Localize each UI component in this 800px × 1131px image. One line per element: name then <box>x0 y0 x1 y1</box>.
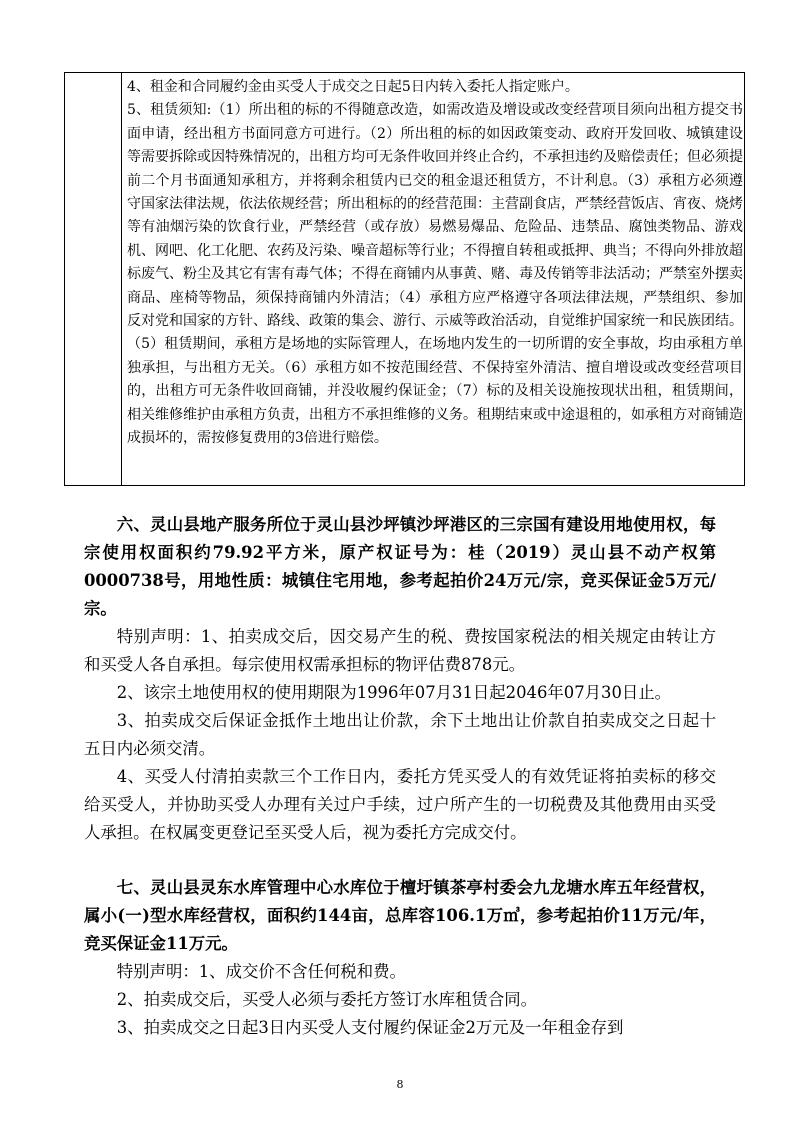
table-row-payment: 4、租金和合同履约金由买受人于成交之日起5日内转入委托人指定账户。 <box>127 79 579 95</box>
section-seven-heading: 七、灵山县灵东水库管理中心水库位于檀圩镇茶亭村委会九龙塘水库五年经营权，属小(一)型水库经营权，面积约144亩，总库容106.1万㎥，参考起拍价11万元/年，竞买保证金11万元。 <box>84 878 716 953</box>
table-row-lease-notice: 5、租赁须知:（1）所出租的标的不得随意改造，如需改造及增设或改变经营项目须向出租方提交书面申请，经出租方书面同意方可进行。（2）所出租的标的如因政策变动、政府开发回收、城镇建设等需要拆除或因特殊情况的，出租方均可无条件收回并终止合约，不承担违约及赔偿责任；但必须提前二个月书面通知承租方，并将剩余租赁内已交的租金退还租赁方，不计利息。（3）承租方必须遵守国家法律法规，依法依规经营；所出租标的的经营范围：主营副食店，严禁经营饭店、宵夜、烧烤等有油烟污染的饮食行业，严禁经营（或存放）易燃易爆品、危险品、违禁品、腐蚀类物品、游戏机、网吧、化工化肥、农药及污染、噪音超标等行业；不得擅自转租或抵押、典当；不得向外排放超标废气、粉尘及其它有害有毒气体；不得在商铺内从事黄、赌、毒及传销等非法活动；严禁室外摆卖商品、座椅等物品，须保持商铺内外清洁；（4）承租方应严格遵守各项法律法规，严禁组织、参加反对党和国家的方针、路线、政策的集会、游行、示威等政治活动，自觉维护国家统一和民族团结。（5）租赁期间，承租方是场地的实际管理人，在场地内发生的一切所谓的安全事故，均由承租方单独承担，与出租方无关。（6）承租方如不按范围经营、不保持室外清洁、擅自增设或改变经营项目的，出租方可无条件收回商铺，并没收履约保证金；（7）标的及相关设施按现状出租，租赁期间，相关维修维护由承租方负责，出租方不承担维修的义务。租期结束或中途退租的，如承租方对商铺造成损坏的，需按修复费用的3倍进行赔偿。 <box>127 102 743 447</box>
section-six <box>84 511 716 847</box>
lease-terms-table <box>64 72 745 486</box>
page-number: 8 <box>396 1078 404 1091</box>
section-six-heading: 六、灵山县地产服务所位于灵山县沙坪镇沙坪港区的三宗国有建设用地使用权，每宗使用权面积约79.92平方米，原产权证号为：桂（2019）灵山县不动产权第0000738号，用地性质：城镇住宅用地，参考起拍价24万元/宗，竞买保证金5万元/宗。 <box>84 515 716 618</box>
table-cell-content <box>127 76 743 451</box>
section-seven-item: 2、拍卖成交后，买受人必须与委托方签订水库租赁合同。 <box>116 990 537 1009</box>
section-seven <box>84 874 716 1042</box>
section-six-item: 3、拍卖成交后保证金抵作土地出让价款，余下土地出让价款自拍卖成交之日起十五日内必须交清。 <box>84 711 716 758</box>
section-six-item: 特别声明：1、拍卖成交后，因交易产生的税、费按国家税法的相关规定由转让方和买受人各自承担。每宗使用权需承担标的物评估费878元。 <box>84 627 716 674</box>
section-six-item: 4、买受人付清拍卖款三个工作日内，委托方凭买受人的有效凭证将拍卖标的移交给买受人，并协助买受人办理有关过户手续，过户所产生的一切税费及其他费用由买受人承担。在权属变更登记至买受人后，视为委托方完成交付。 <box>84 767 716 842</box>
section-seven-item: 特别声明：1、成交价不含任何税和费。 <box>116 962 406 981</box>
section-six-item: 2、该宗土地使用权的使用期限为1996年07月31日起2046年07月30日止。 <box>116 683 672 702</box>
table-column-divider <box>121 73 122 485</box>
section-seven-item: 3、拍卖成交之日起3日内买受人支付履约保证金2万元及一年租金存到 <box>116 1018 624 1037</box>
